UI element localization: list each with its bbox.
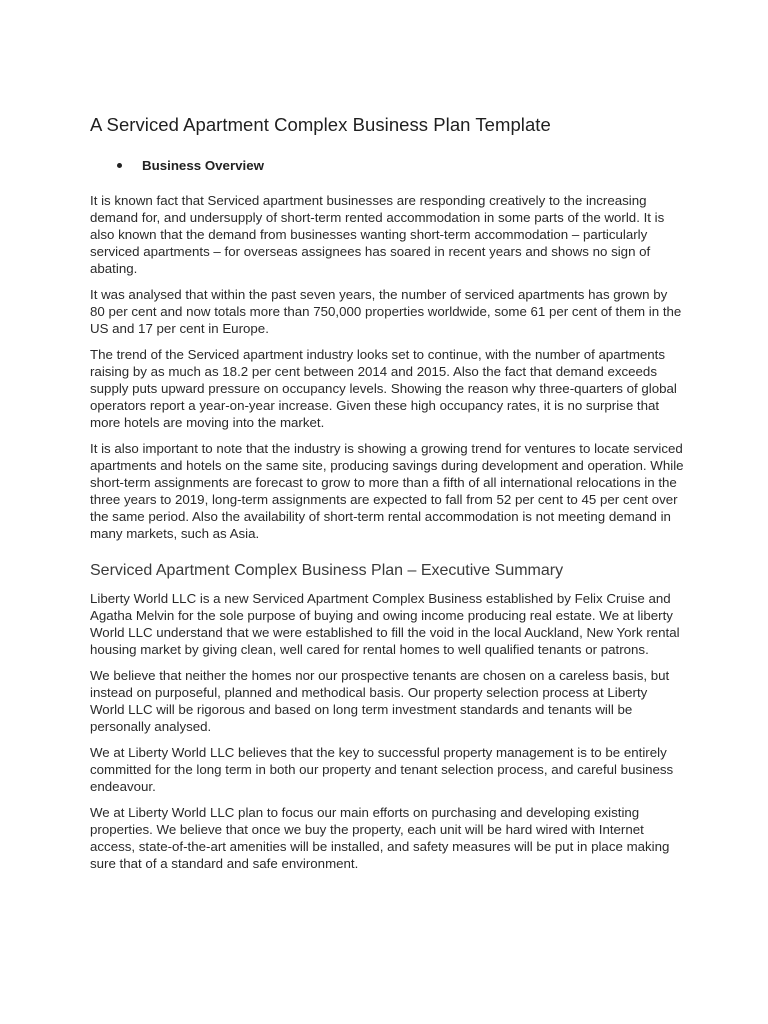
summary-paragraph-1: Liberty World LLC is a new Serviced Apartment Complex Business established by Felix Cruise and Agatha Melvin for the sole purpose of buying and owing income producing real estate. We at liberty World LLC understand that we were established to fill the void in the local Auckland, New York rental housing market by giving clean, well cared for rental homes to well qualified tenants or patrons. [90,591,680,657]
overview-paragraph-2: It was analysed that within the past seven years, the number of serviced apartments has grown by 80 per cent and now totals more than 750,000 properties worldwide, some 61 per cent of them in the US and 17 per cent in Europe. [90,287,682,336]
section-heading: Serviced Apartment Complex Business Plan – Executive Summary [90,562,564,579]
overview-paragraph-3: The trend of the Serviced apartment industry looks set to continue, with the number of apartments raising by as much as 18.2 per cent between 2014 and 2015. Also the fact that demand exceeds supply puts upward pressure on occupancy levels. Showing the reason why three-quarters of global operators report a year-on-year increase. Given these high occupancy rates, it is no surprise that more hotels are moving into the market. [90,347,677,430]
overview-paragraph-1: It is known fact that Serviced apartment businesses are responding creatively to the increasing demand for, and undersupply of short-term rented accommodation in some parts of the world. It is also known that the demand from businesses wanting short-term accommodation – particularly serviced apartments – for overseas assignees has soared in recent years and shows no sign of abating. [90,193,665,276]
summary-paragraph-3: We at Liberty World LLC believes that the key to successful property management is to be entirely committed for the long term in both our property and tenant selection process, and careful business endeavour. [90,745,674,794]
bullet-label: Business Overview [142,157,264,173]
summary-paragraph-4: We at Liberty World LLC plan to focus our main efforts on purchasing and developing existing properties. We believe that once we buy the property, each unit will be hard wired with Internet access, state-of-the-art amenities will be installed, and safety measures will be put in place making sure that of a standard and safe environment. [90,805,670,871]
document-title: A Serviced Apartment Complex Business Plan Template [90,114,551,135]
bullet-item [90,155,690,175]
bullet-dot-icon [117,163,122,168]
summary-paragraph-2: We believe that neither the homes nor our prospective tenants are chosen on a careless basis, but instead on purposeful, planned and methodical basis. Our property selection process at Liberty World LLC will be rigorous and based on long term investment standards and tenants will be personally analysed. [90,668,670,734]
overview-paragraph-4: It is also important to note that the industry is showing a growing trend for ventures to locate serviced apartments and hotels on the same site, producing savings during development and operation. While short-term assignments are forecast to grow to more than a fifth of all international relocations in the three years to 2019, long-term assignments are expected to fall from 52 per cent to 45 per cent over the same period. Also the availability of short-term rental accommodation is not meeting demand in many markets, such as Asia. [90,441,684,541]
document-page [90,112,690,881]
